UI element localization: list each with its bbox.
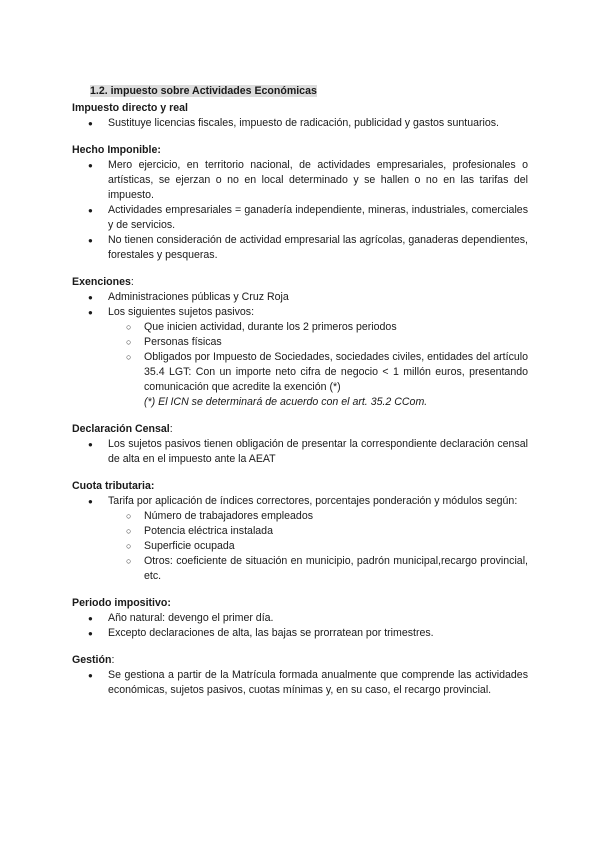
sub-list-item: ○ Personas físicas — [108, 335, 528, 350]
list-item: ● Los siguientes sujetos pasivos: ○ Que inicien actividad, durante los 2 primeros periodos ○ Personas físicas ○ Obligados por Impuesto de Sociedades, sociedades civiles, entidades del artículo 35.4 LGT: Con un importe neto cifra de negocio < 1 millón euros, presentando comunicación que acredite la exención (*) (*) El ICN se determinará de acuerdo con el art. 35.2 CCom. — [72, 305, 528, 410]
sub-list-item: ○ Superficie ocupada — [108, 539, 528, 554]
bullet-list — [72, 290, 528, 410]
document-title — [90, 84, 528, 99]
section-impuesto-directo — [72, 101, 528, 131]
footnote: (*) El ICN se determinará de acuerdo con el art. 35.2 CCom. — [144, 396, 428, 408]
sub-list — [108, 320, 528, 410]
list-item: ● Administraciones públicas y Cruz Roja — [72, 290, 528, 305]
section-heading: Declaración Censal: — [72, 423, 173, 435]
section-exenciones — [72, 275, 528, 410]
list-item: ● Mero ejercicio, en territorio nacional, de actividades empresariales, profesionales o artísticas, se ejerzan o no en local determinado y se hallen o no en las tarifas del impuesto. — [72, 158, 528, 203]
bullet-list — [72, 668, 528, 698]
section-hecho-imponible — [72, 143, 528, 263]
document-title-text: 1.2. impuesto sobre Actividades Económicas — [90, 85, 317, 97]
sub-list-item: ○ Potencia eléctrica instalada — [108, 524, 528, 539]
list-item: ● Tarifa por aplicación de índices correctores, porcentajes ponderación y módulos según: ○ Número de trabajadores empleados ○ Potencia eléctrica instalada ○ Superficie ocupada ○ Otros: coeficiente de situación en municipio, padrón municipal,recargo provincial, etc. — [72, 494, 528, 584]
sub-list-item: ○ Otros: coeficiente de situación en municipio, padrón municipal,recargo provincial, etc. — [108, 554, 528, 584]
sub-list — [108, 509, 528, 584]
list-item: ● Los sujetos pasivos tienen obligación de presentar la correspondiente declaración censal de alta en el impuesto ante la AEAT — [72, 437, 528, 467]
section-heading: Periodo impositivo: — [72, 597, 171, 609]
bullet-list — [72, 158, 528, 263]
section-heading: Cuota tributaria: — [72, 480, 155, 492]
list-item: ● Actividades empresariales = ganadería independiente, mineras, industriales, comerciales y de servicios. — [72, 203, 528, 233]
list-item: ● Excepto declaraciones de alta, las bajas se prorratean por trimestres. — [72, 626, 528, 641]
section-declaracion-censal — [72, 422, 528, 467]
document-page — [72, 84, 528, 698]
bullet-list — [72, 611, 528, 641]
section-periodo-impositivo — [72, 596, 528, 641]
bullet-list — [72, 437, 528, 467]
section-heading: Hecho Imponible: — [72, 144, 161, 156]
list-item: ● Sustituye licencias fiscales, impuesto de radicación, publicidad y gastos suntuarios. — [72, 116, 528, 131]
sub-list-item: ○ Obligados por Impuesto de Sociedades, sociedades civiles, entidades del artículo 35.4 LGT: Con un importe neto cifra de negocio < 1 millón euros, presentando comunicación que acredite la exención (*) (*) El ICN se determinará de acuerdo con el art. 35.2 CCom. — [108, 350, 528, 410]
list-item: ● Se gestiona a partir de la Matrícula formada anualmente que comprende las actividades económicas, sujetos pasivos, cuotas mínimas y, en su caso, el recargo provincial. — [72, 668, 528, 698]
section-gestion — [72, 653, 528, 698]
sub-list-item: ○ Que inicien actividad, durante los 2 primeros periodos — [108, 320, 528, 335]
list-item: ● Año natural: devengo el primer día. — [72, 611, 528, 626]
bullet-list — [72, 494, 528, 584]
list-item: ● No tienen consideración de actividad empresarial las agrícolas, ganaderas dependientes, forestales y pesqueras. — [72, 233, 528, 263]
section-heading: Exenciones: — [72, 276, 134, 288]
section-heading: Impuesto directo y real — [72, 102, 188, 114]
section-cuota-tributaria — [72, 479, 528, 584]
sub-list-item: ○ Número de trabajadores empleados — [108, 509, 528, 524]
bullet-list — [72, 116, 528, 131]
section-heading: Gestión: — [72, 654, 115, 666]
